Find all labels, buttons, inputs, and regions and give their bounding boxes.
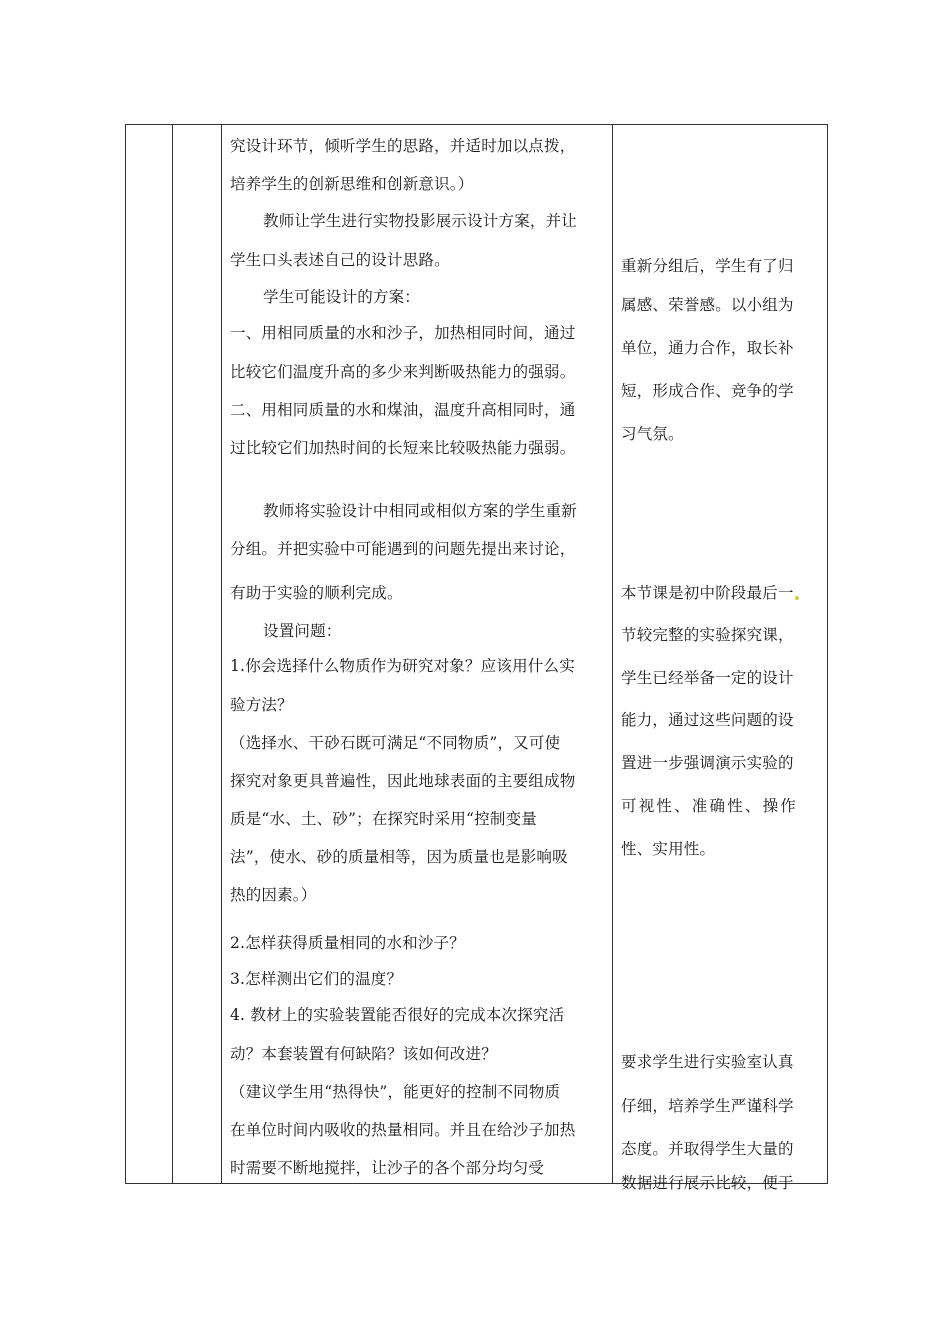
teaching-process-cell [222, 125, 613, 1184]
process-line: 法”，使水、砂的质量相等，因为质量也是影响吸 [230, 848, 568, 866]
process-line: 探究对象更具普遍性，因此地球表面的主要组成物 [230, 772, 576, 790]
process-line: 动？本套装置有何缺陷？该如何改进？ [230, 1045, 497, 1063]
intent-line: 数据进行展示比较，便于 [621, 1174, 794, 1192]
process-line: 时需要不断地搅拌，让沙子的各个部分均匀受 [230, 1159, 545, 1177]
process-line: 究设计环节，倾听学生的思路，并适时加以点拨， [230, 137, 576, 155]
intent-line: 可视性、准确性、操作 [621, 797, 799, 815]
process-line: 热的因素。） [230, 886, 317, 904]
intent-line: 重新分组后，学生有了归 [621, 257, 794, 275]
intent-line: 能力，通过这些问题的设 [621, 711, 794, 729]
process-line: 分组。并把实验中可能遇到的问题先提出来讨论， [230, 540, 576, 558]
intent-line: 仔细，培养学生严谨科学 [621, 1097, 794, 1115]
intent-line: 属感、荣誉感。以小组为 [621, 296, 794, 314]
process-line: 培养学生的创新思维和创新意识。） [230, 175, 474, 193]
lesson-plan-table [125, 124, 828, 1192]
intent-line: 本节课是初中阶段最后一 [621, 581, 799, 603]
process-line: 质是“水、土、砂”；在探究时采用“控制变量 [230, 810, 537, 828]
process-line: 3.怎样测出它们的温度？ [230, 970, 403, 988]
intent-line: 单位，通力合作，取长补 [621, 339, 794, 357]
empty-cell-2 [173, 125, 222, 1184]
process-line: 教师让学生进行实物投影展示设计方案，并让 [263, 212, 578, 230]
process-line: 验方法？ [230, 696, 293, 714]
intent-line: 学生已经举备一定的设计 [621, 669, 794, 687]
intent-line: 节较完整的实验探究课， [621, 626, 794, 644]
empty-cell-1 [126, 125, 173, 1184]
intent-line: 态度。并取得学生大量的 [621, 1140, 794, 1158]
process-line: 教师将实验设计中相同或相似方案的学生重新 [263, 502, 578, 520]
process-line: 一、用相同质量的水和沙子，加热相同时间，通过 [230, 324, 576, 342]
process-line: 过比较它们加热时间的长短来比较吸热能力强弱。 [230, 439, 576, 457]
intent-line: 要求学生进行实验室认真 [621, 1053, 794, 1071]
process-line: 学生可能设计的方案： [263, 288, 421, 306]
highlight-mark [795, 596, 799, 600]
intent-line: 短，形成合作、竞争的学 [621, 382, 794, 400]
process-line: （建议学生用“热得快”，能更好的控制不同物质 [230, 1083, 561, 1101]
table-row [126, 125, 828, 1184]
process-line: 1.你会选择什么物质作为研究对象？应该用什么实 [230, 657, 575, 675]
intent-line: 置进一步强调演示实验的 [621, 754, 794, 772]
process-line: 设置问题： [263, 622, 342, 640]
process-line: 学生口头表述自己的设计思路。 [230, 251, 450, 269]
process-line: 二、用相同质量的水和煤油，温度升高相同时，通 [230, 401, 576, 419]
process-line: 在单位时间内吸收的热量相同。并且在给沙子加热 [230, 1121, 576, 1139]
process-line: 4. 教材上的实验装置能否很好的完成本次探究活 [230, 1006, 565, 1024]
process-line: 2.怎样获得质量相同的水和沙子？ [230, 934, 465, 952]
intent-line: 习气氛。 [621, 425, 684, 443]
process-line: 比较它们温度升高的多少来判断吸热能力的强弱。 [230, 363, 576, 381]
process-line: 有助于实验的顺利完成。 [230, 584, 403, 602]
process-line: （选择水、干砂石既可满足“不同物质”，又可使 [230, 734, 561, 752]
intent-line: 性、实用性。 [621, 840, 716, 858]
design-intent-cell [613, 125, 828, 1192]
